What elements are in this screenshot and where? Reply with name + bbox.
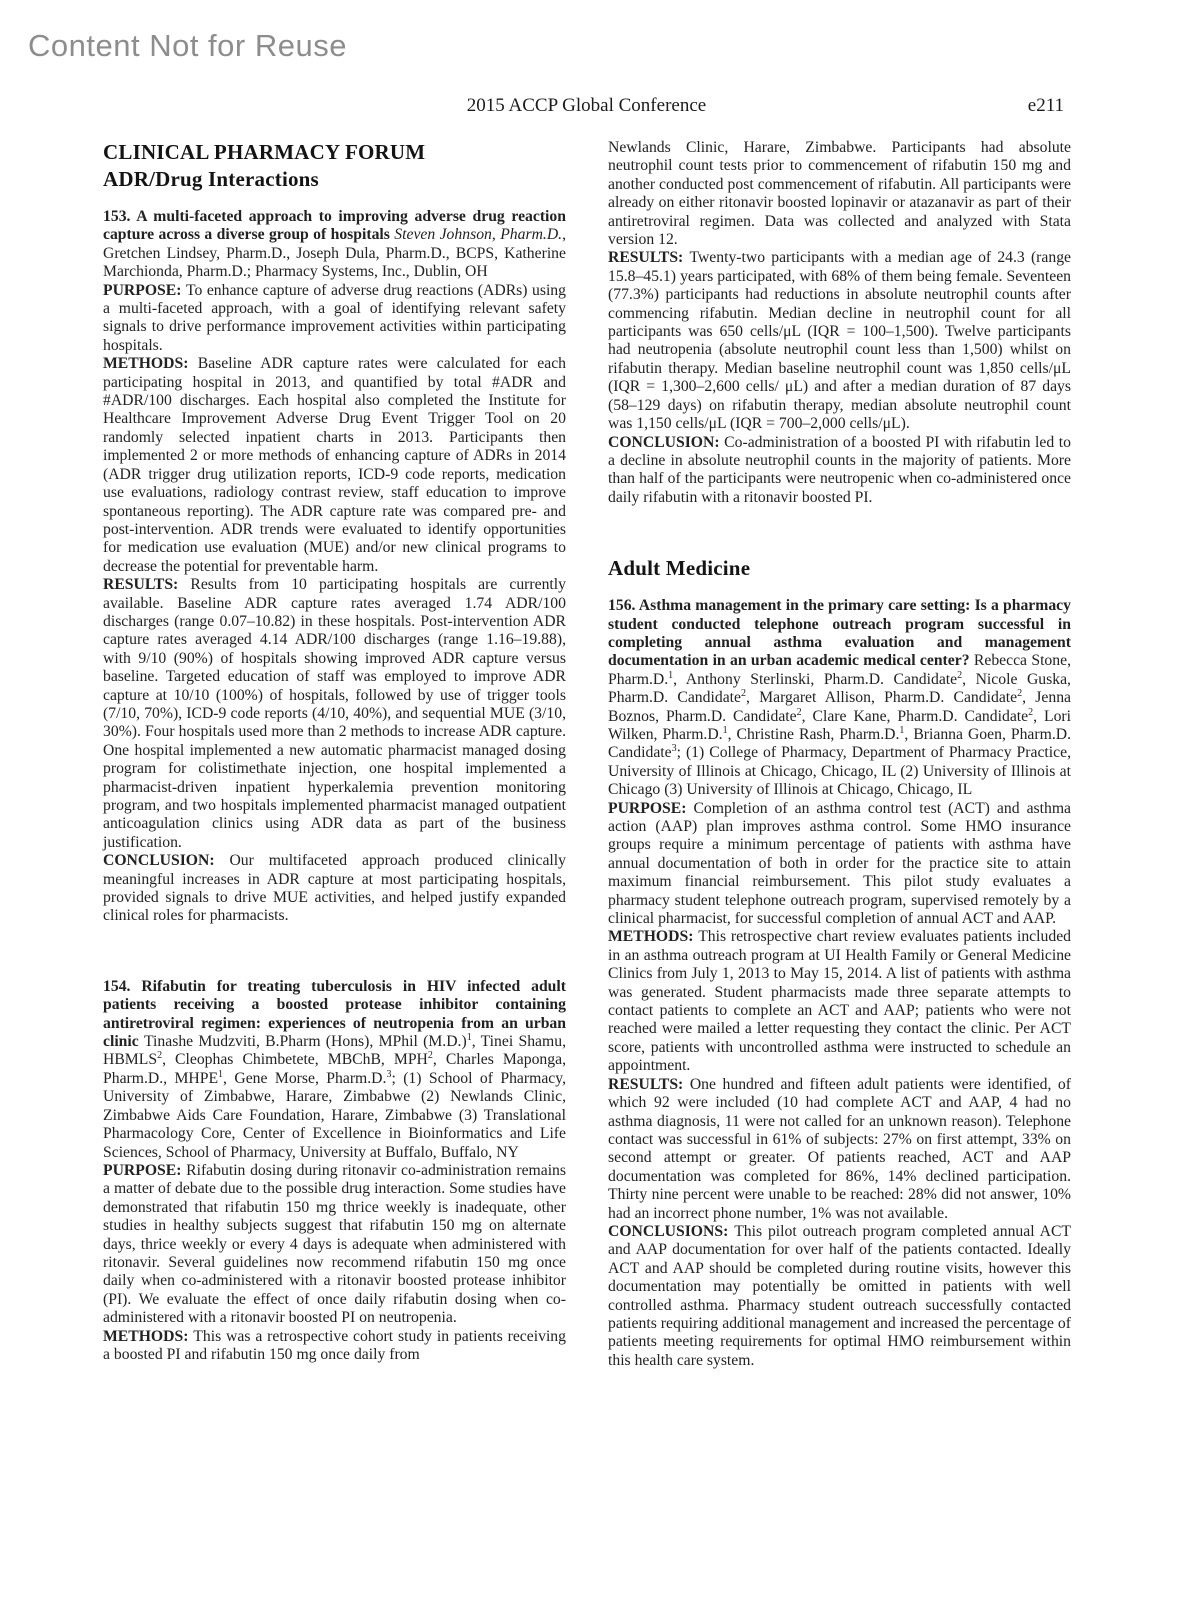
conference-title: 2015 ACCP Global Conference [466,95,707,116]
text-segment: RESULTS: [103,576,191,594]
page-header [103,95,1070,117]
text-segment: Baseline ADR capture rates were calculated for each participating hospital in 2013, and quantified by total #ADR and #ADR/100 discharges. Each hospital also completed the Institute for Healthcare Improvement Adverse Drug Event Trigger Tool on 20 randomly selected inpatient charts in 2013. Participants then implemented 2 or more methods of enhancing capture of ADRs in 2014 (ADR trigger drug utilization reports, ICD-9 code reports, medication use evaluations, radiology contrast review, staff education to improve spontaneous reporting). The ADR capture rate was compared pre- and post-intervention. ADR trends were evaluated to identify opportunities for medication use evaluation (MUE) and/or new clinical programs to decrease the potential for preventable harm. [103,355,567,575]
text-segment: 1 [899,724,905,736]
text-segment: RESULTS: [608,249,690,267]
text-segment: Newlands Clinic, Harare, Zimbabwe. Participants had absolute neutrophil count tests prior to commencement of rifabutin 150 mg and another conducted post commencement of rifabutin. All participants were already on either ritonavir boosted lopinavir or atazanavir as part of their antiretroviral regimen. Data was collected and analyzed with Stata version 12. [608,139,1071,249]
abstract-154-title-authors [103,978,566,1162]
text-segment: RESULTS: [608,1075,690,1093]
text-segment: This retrospective chart review evaluates patients included in an asthma outreach program at UI Health Family or General Medicine Clinics from July 1, 2013 to May 15, 2014. A list of patients with asthma was generated. Student pharmacists made three separate attempts to contact patients to complete an ACT and AAP; patients who were not reached were mailed a letter requesting they contact the clinic. Per ACT score, patients with uncontrolled asthma were instructed to schedule an appointment. [608,928,1071,1075]
text-segment: , Clare Kane, Pharm.D. Candidate [801,707,1029,725]
abstract-153-conclusion [103,852,566,926]
abstract-156-purpose [608,800,1071,929]
text-segment: This pilot outreach program completed annual ACT and AAP documentation for over half of the patients contacted. Ideally ACT and AAP should be completed during routine visits, however this documentation may potentially be omitted in patients with well controlled asthma. Pharmacy student outreach successfully contacted patients requiring additional management and increased the percentage of patients meeting requirements for optimal HMO reimbursement within this health care system. [608,1222,1071,1369]
text-segment: 156. Asthma management in the primary care setting: Is a pharmacy student conducted telephone outreach program successful in completing annual asthma evaluation and management documentation in an urban academic medical center? [608,597,1071,670]
text-segment: , Tinei Shamu, HBMLS [103,1033,566,1069]
text-segment: METHODS: [608,928,699,946]
text-segment: CONCLUSIONS: [608,1222,735,1240]
watermark: Content Not for Reuse [28,28,347,63]
abstract-156-results [608,1076,1071,1223]
abstract-gap [103,926,566,978]
text-segment: One hundred and fifteen adult patients were identified, of which 92 were included (10 had complete ACT and AAP, 4 had no asthma diagnosis, 11 were not called for an unknown reason). Telephone contact was successful in 61% of subjects: 27% on first attempt, 33% on second attempt or greater. Of patients reached, ACT and AAP documentation was completed for 86%, 14% declined participation. Thirty nine percent were unable to be reached: 28% did not answer, 10% had an incorrect phone number, 1% was not available. [608,1075,1072,1222]
text-segment: , Charles Maponga, Pharm.D., MHPE [103,1051,567,1087]
text-segment: Rifabutin dosing during ritonavir co-administration remains a matter of debate due to the possible drug interaction. Some studies have demonstrated that rifabutin 150 mg thrice weekly is inadequate, other studies in healthy subjects suggest that rifabutin 150 mg on alternate days, thrice weekly or every 4 days is adequate when administered with ritonavir. Several guidelines now recommend rifabutin 150 mg once daily when co-administered with a ritonavir boosted protease inhibitor (PI). We evaluate the effect of once daily rifabutin dosing when co-administered with a ritonavir boosted PI on neutropenia. [103,1161,567,1327]
text-segment: Steven Johnson, Pharm.D. [394,226,563,244]
text-segment: , Anthony Sterlinski, Pharm.D. Candidate [673,670,958,688]
text-segment: , Cleophas Chimbetete, MBChB, MPH [162,1051,428,1069]
text-segment: 2 [957,669,963,681]
text-segment: , Nicole Guska, Pharm.D. Candidate [608,670,1071,707]
text-segment: , Gretchen Lindsey, Pharm.D., Joseph Dula, Pharm.D., BCPS, Katherine Marchionda, Pharm.D.; Pharmacy Systems, Inc., Dublin, OH [103,226,566,281]
text-segment: Completion of an asthma control test (ACT) and asthma action (AAP) plan improves asthma control. Some HMO insurance groups require a minimum percentage of patients with asthma have annual documentation of both in order for the practice site to attain maximum financial reimbursement. This pilot study evaluates a pharmacy student telephone outreach program, supervised remotely by a clinical pharmacist, for successful completion of annual ACT and AAP. [608,799,1071,928]
text-segment: 3 [671,743,677,755]
text-segment: CONCLUSION: [608,433,725,451]
text-segment: PURPOSE: [103,1161,187,1179]
text-segment: Rebecca Stone, Pharm.D. [608,652,1072,688]
abstract-154-results [608,249,1071,433]
abstract-153-purpose [103,282,566,356]
text-segment: To enhance capture of adverse drug reactions (ADRs) using a multi-faceted approach, with a goal of identifying relevant safety signals to drive performance improvement activities within participating hospitals. [103,281,566,354]
text-segment: , Jenna Boznos, Pharm.D. Candidate [608,689,1072,725]
text-segment: METHODS: [103,355,198,373]
text-segment: 2 [1017,687,1023,699]
abstract-156-conclusions [608,1223,1071,1370]
text-segment: 3 [386,1068,392,1080]
text-segment: 153. A multi-faceted approach to improving adverse drug reaction capture across a diverse group of hospitals [103,208,566,244]
adr-drug-interactions-heading: ADR/Drug Interactions [103,167,319,191]
abstract-156-title-authors [608,597,1071,799]
text-segment: 2 [740,687,746,699]
text-segment: 2 [1028,706,1034,718]
text-segment: 1 [218,1068,224,1080]
text-segment: This was a retrospective cohort study in patients receiving a boosted PI and rifabutin 150 mg once daily from [103,1327,566,1363]
text-segment: PURPOSE: [608,799,694,817]
abstract-153-title-authors [103,208,566,282]
text-segment: 2 [427,1050,433,1062]
adult-medicine-heading: Adult Medicine [608,556,751,581]
text-segment: 2 [796,706,802,718]
text-segment: Twenty-two participants with a median age of 24.3 (range 15.8–45.1) years participated, with 68% of them being female. Seventeen (77.3%) participants had reductions in absolute neutrophil counts after commencing rifabutin. Median decline in neutrophil count for all participants was 650 cells/μL (IQR = 100–1,500). Twelve participants had neutropenia (absolute neutrophil count less than 1,500) whilst on rifabutin therapy. Median baseline neutrophil count was 1,850 cells/μL (IQR = 1,300–2,600 cells/ μL) and after a median duration of 87 days (58–129 days) on rifabutin therapy, median absolute neutrophil count was 1,150 cells/μL (IQR = 700–2,000 cells/μL). [608,249,1072,433]
section-gap [608,507,1071,555]
text-segment: Co-administration of a boosted PI with rifabutin led to a decline in absolute neutrophil counts in the majority of patients. More than half of the participants were neutropenic when co-administered once daily rifabutin with a ritonavir boosted PI. [608,433,1071,506]
text-segment: , Lori Wilken, Pharm.D. [608,707,1071,743]
text-segment: Our multifaceted approach produced clinically meaningful increases in ADR capture at most participating hospitals, provided signals to drive MUE activities, and helped justify expanded clinical roles for pharmacists. [103,852,566,925]
text-segment: , Gene Morse, Pharm.D. [223,1069,387,1087]
text-segment: METHODS: [103,1327,194,1345]
abstract-153-methods [103,355,566,576]
text-segment: PURPOSE: [103,281,186,299]
text-segment: CONCLUSION: [103,852,230,870]
text-segment: Tinashe Mudzviti, B.Pharm (Hons), MPhil (M.D.) [144,1033,467,1051]
text-segment: , Brianna Goen, Pharm.D. Candidate [608,725,1071,762]
text-segment: , Christine Rash, Pharm.D. [727,725,900,743]
text-segment: 1 [722,724,728,736]
abstract-153-results [103,576,566,852]
text-segment: 1 [668,669,674,681]
forum-heading: CLINICAL PHARMACY FORUM [103,140,426,164]
text-segment: 2 [157,1050,163,1062]
abstract-156-methods [608,928,1071,1075]
text-segment: ; (1) College of Pharmacy, Department of Pharmacy Practice, University of Illinois at Chicago, Chicago, IL (2) University of Illinois at Chicago (3) University of Illinois at Chicago, Chicago, IL [608,744,1071,799]
text-segment: 1 [466,1031,472,1043]
text-segment: Results from 10 participating hospitals are currently available. Baseline ADR capture rates averaged 1.74 ADR/100 discharges (range 0.07–10.82) in these hospitals. Post-intervention ADR capture rates averaged 4.14 ADR/100 discharges (range 1.16–19.88), with 9/10 (90%) of hospitals showing improved ADR capture versus baseline. Targeted education of staff was employed to improve ADR capture at 10/10 (100%) of hospitals, followed by use of trigger tools (7/10, 70%), ICD-9 code reports (4/10, 40%), and sequential MUE (3/10, 30%). Four hospitals used more than 2 methods to increase ADR capture. One hospital implemented a new automatic pharmacist managed dosing program for colistimethate injection, one hospital implemented a pharmacist-driven inpatient hyperkalemia prevention monitoring program, and two hospitals implemented pharmacist managed outpatient anticoagulation clinics using ADR data as part of the business justification. [103,576,566,851]
left-column [103,139,566,1364]
abstract-154-methods-start [103,1328,566,1365]
text-segment: 154. Rifabutin for treating tuberculosis in HIV infected adult patients receiving a boosted protease inhibitor containing antiretroviral regimen: experiences of neutropenia from an urban clinic [103,977,566,1051]
page-number: e211 [1027,95,1064,116]
text-segment: ; (1) School of Pharmacy, University of Zimbabwe, Harare, Zimbabwe (2) Newlands Clinic, Zimbabwe Aids Care Foundation, Harare, Zimbabwe (3) Translational Pharmacology Core, Center of Excellence in Bioinformatics and Life Sciences, School of Pharmacy, University at Buffalo, Buffalo, NY [103,1069,566,1161]
text-segment: , Margaret Allison, Pharm.D. Candidate [745,689,1018,707]
right-column [608,139,1071,1370]
abstract-154-methods-continued [608,139,1071,249]
abstract-154-purpose [103,1162,566,1328]
abstract-154-conclusion [608,434,1071,508]
